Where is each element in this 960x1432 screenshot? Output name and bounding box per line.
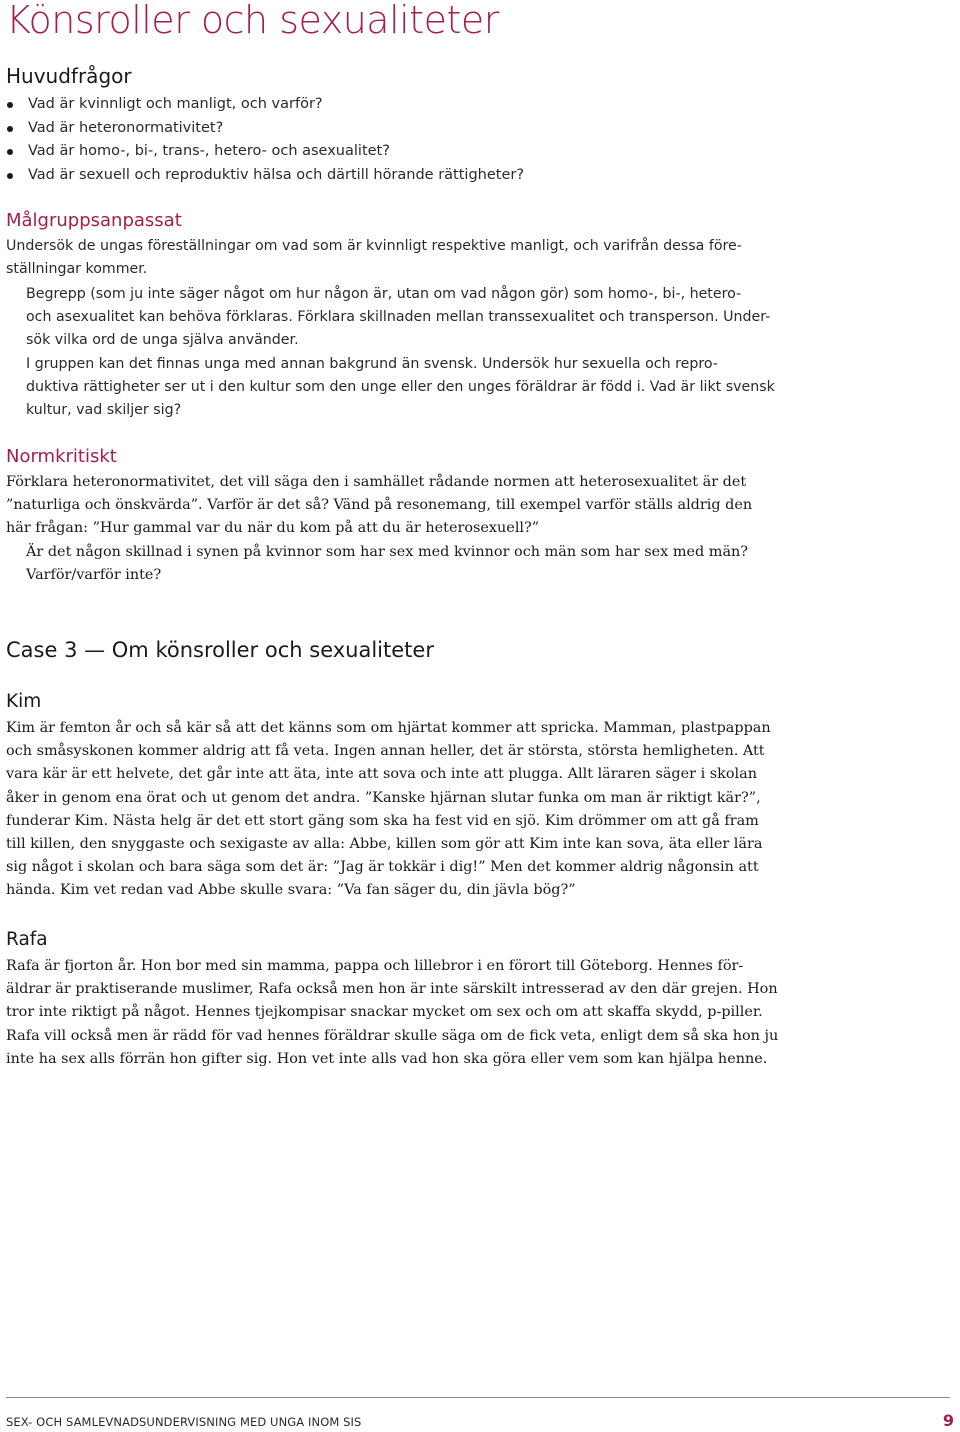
- footer-divider: [6, 1397, 950, 1398]
- normkritiskt-paragraph-2: Är det någon skillnad i synen på kvinnor som har sex med kvinnor och män som har sex med män? Varför/varför inte?: [26, 544, 749, 584]
- page-title: Könsroller och sexualiteter: [6, 0, 499, 42]
- kim-heading: Kim: [6, 691, 42, 712]
- list-item: Vad är heteronormativitet?: [6, 117, 524, 141]
- bullet-icon: [7, 126, 13, 132]
- malgrupp-paragraph-2: Begrepp (som ju inte säger något om hur någon är, utan om vad någon gör) som homo-, bi-, hetero- och asexualitet kan behöva förklaras. Förklara skillnaden mellan transsexualitet och transperson. Under- sök vilka ord de unga själva använder.: [26, 286, 771, 349]
- bullet-icon: [7, 173, 13, 179]
- rafa-heading: Rafa: [6, 929, 48, 950]
- huvudfragor-list: [6, 93, 524, 187]
- normkritiskt-paragraph-1: Förklara heteronormativitet, det vill säga den i samhället rådande normen att heterosexualitet är det ”naturliga och önskvärda”. Varför är det så? Vänd på resonemang, till exempel varför ställs aldrig den här frågan: ”Hur gammal var du när du kom på att du är heterosexuell?”: [6, 474, 753, 537]
- huvudfragor-heading: Huvudfrågor: [6, 64, 132, 88]
- footer-title: SEX- OCH SAMLEVNADSUNDERVISNING MED UNGA INOM SIS: [6, 1415, 362, 1429]
- malgrupp-paragraph-1: Undersök de ungas föreställningar om vad som är kvinnligt respektive manligt, och varifrån dessa före- ställningar kommer.: [6, 238, 742, 278]
- bullet-icon: [7, 149, 13, 155]
- rafa-story: Rafa är fjorton år. Hon bor med sin mamma, pappa och lillebror i en förort till Göteborg. Hennes för- äldrar är praktiserande muslimer, Rafa också men hon är inte särskilt intresserad av den där grejen. Hon tror inte riktigt på något. Hennes tjejkompisar snackar mycket om sex och om att skaffa skydd, p-piller. Rafa vill också men är rädd för vad hennes föräldrar skulle säga om de fick veta, enligt dem så ska hon ju inte ha sex alls förrän hon gifter sig. Hon vet inte alls vad hon ska göra eller vem som kan hjälpa henne.: [6, 958, 779, 1067]
- page-number: 9: [942, 1411, 954, 1430]
- kim-story: Kim är femton år och så kär så att det känns som om hjärtat kommer att spricka. Mamman, plastpappan och småsyskonen kommer aldrig att få veta. Ingen annan heller, det är största, största hemligheten. Att vara kär är ett helvete, det går inte att äta, inte att sova och inte att plugga. Allt läraren säger i skolan åker in genom ena örat och ut genom det andra. ”Kanske hjärnan slutar funka om man är riktigt kär?”, funderar Kim. Nästa helg är det ett stort gäng som ska ha fest vid en sjö. Kim drömmer om att gå fram till killen, den snyggaste och sexigaste av alla: Abbe, killen som gör att Kim inte kan sova, äta eller lära sig något i skolan och bara säga som det är: ”Jag är tokkär i dig!” Men det kommer aldrig någonsin att hända. Kim vet redan vad Abbe skulle svara: ”Va fan säger du, din jävla bög?”: [6, 720, 771, 899]
- normkritiskt-heading: Normkritiskt: [6, 446, 117, 467]
- malgrupp-paragraph-3: I gruppen kan det finnas unga med annan bakgrund än svensk. Undersök hur sexuella och repro- duktiva rättigheter ser ut i den kultur som den unge eller den unges föräldrar är född i. Vad är likt svensk kultur, vad skiljer sig?: [26, 356, 775, 419]
- list-item: Vad är kvinnligt och manligt, och varför?: [6, 93, 524, 117]
- bullet-icon: [7, 102, 13, 108]
- list-item: Vad är homo-, bi-, trans-, hetero- och asexualitet?: [6, 140, 524, 164]
- malgrupp-heading: Målgruppsanpassat: [6, 210, 182, 231]
- list-item: Vad är sexuell och reproduktiv hälsa och därtill hörande rättigheter?: [6, 164, 524, 188]
- case-heading: Case 3 — Om könsroller och sexualiteter: [6, 638, 434, 662]
